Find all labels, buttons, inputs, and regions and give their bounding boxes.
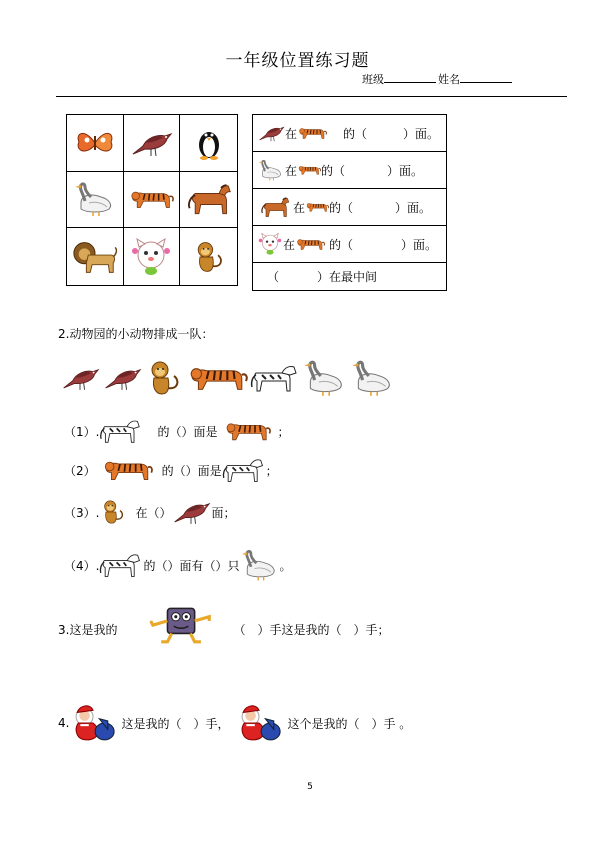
butterfly-icon	[75, 128, 115, 158]
horse-icon	[222, 456, 266, 484]
question-row	[253, 226, 446, 263]
monkey-icon	[191, 239, 227, 275]
class-label: 班级	[362, 73, 384, 86]
question-3	[64, 494, 236, 530]
question-number: （3）.	[64, 505, 100, 520]
name-label: 姓名	[438, 73, 460, 86]
question-row	[253, 115, 446, 152]
question-number: 4.	[58, 716, 70, 730]
question-number: （1）.	[64, 424, 100, 439]
question-text: ）面是	[185, 463, 222, 478]
section4-question	[58, 704, 411, 742]
question-text: ；	[277, 424, 290, 439]
horse-icon	[99, 418, 143, 444]
row-text: 在	[285, 126, 298, 141]
animal-queue	[60, 356, 396, 400]
bird-icon	[129, 128, 173, 158]
section3-question	[58, 612, 389, 646]
question-text: 这个是我的（ ）手 。	[287, 716, 412, 731]
question-text: 面；	[211, 505, 236, 520]
question-number: （2）	[64, 463, 96, 478]
grid-cell	[67, 115, 124, 172]
row-text: 的（	[329, 200, 354, 215]
horse-icon	[257, 195, 293, 219]
row-text: （	[267, 270, 280, 284]
question-text: 3.这是我的	[58, 622, 118, 637]
tiger-icon	[305, 197, 329, 217]
tiger-icon	[297, 160, 321, 180]
question-text: （ ）手这是我的（ ）手；	[233, 622, 390, 637]
santa-icon	[69, 704, 117, 742]
row-text: 在	[283, 237, 296, 252]
tiger-icon	[297, 123, 327, 143]
question-row	[253, 263, 446, 290]
bird-icon	[102, 356, 142, 400]
animal-grid	[66, 114, 238, 286]
question-text: 。	[279, 558, 292, 573]
question-number: （4）.	[64, 558, 100, 573]
tiger-icon	[217, 419, 277, 443]
horse-icon	[99, 551, 143, 579]
goose-icon	[257, 159, 285, 181]
tiger-icon	[186, 358, 248, 398]
question-1	[64, 418, 290, 444]
question-text: ）	[159, 505, 172, 520]
row-text: 的（	[343, 126, 368, 141]
question-text: 这是我的（ ）手，	[121, 716, 230, 731]
monkey-icon	[99, 494, 127, 530]
question-text: ）面是	[181, 424, 218, 439]
tiger-icon	[96, 457, 158, 483]
cat-icon	[129, 237, 173, 277]
row-text: ）面。	[387, 163, 424, 178]
question-row	[253, 189, 446, 226]
row-text: 的（	[329, 237, 354, 252]
row-text: ）面。	[401, 237, 438, 252]
grid-cell	[180, 228, 237, 285]
grid-cell	[180, 115, 237, 172]
bird-icon	[60, 356, 100, 400]
horse-icon	[186, 180, 232, 218]
class-blank[interactable]	[384, 82, 436, 83]
santa-icon	[235, 704, 283, 742]
grid-cell	[180, 172, 237, 229]
row-text: ）面。	[395, 200, 432, 215]
goose-icon	[302, 356, 348, 400]
grid-cell	[67, 172, 124, 229]
question-text: 的（	[157, 424, 182, 439]
row-text: ）在最中间	[317, 270, 378, 284]
section2-heading: 2.动物园的小动物排成一队：	[58, 327, 214, 341]
header-rule	[56, 96, 567, 97]
grid-cell	[124, 172, 181, 229]
bird-icon	[171, 496, 211, 528]
toolbox-character-icon	[147, 600, 213, 646]
name-blank[interactable]	[460, 82, 512, 83]
question-text: 在（	[135, 505, 160, 520]
page-title: 一年级位置练习题	[225, 51, 370, 71]
class-name-line	[362, 71, 512, 87]
goose-icon	[350, 356, 396, 400]
row-text: 在	[285, 163, 298, 178]
tiger-icon	[128, 184, 174, 214]
row-text: 的（	[321, 163, 346, 178]
question-2	[64, 456, 278, 484]
bird-icon	[257, 122, 285, 144]
question-row	[253, 152, 446, 189]
grid-cell	[67, 228, 124, 285]
goose-icon	[73, 181, 117, 217]
tiger-icon	[295, 234, 325, 254]
question-4	[64, 548, 292, 582]
question-text: 的（	[143, 558, 168, 573]
grid-cell	[124, 228, 181, 285]
question-text: ）面有（	[167, 558, 216, 573]
page-number: 5	[307, 782, 313, 792]
row-text: ）面。	[403, 126, 440, 141]
question-text: ；	[265, 463, 278, 478]
question-text: 的（	[161, 463, 186, 478]
question-table	[252, 114, 447, 291]
horse-icon	[250, 358, 300, 398]
goose-icon	[240, 548, 280, 582]
penguin-icon	[194, 125, 224, 161]
row-text: 在	[293, 200, 306, 215]
question-text: ）只	[215, 558, 240, 573]
monkey-icon	[144, 356, 184, 400]
grid-cell	[124, 115, 181, 172]
lion-icon	[71, 237, 119, 277]
cat-icon	[257, 232, 283, 256]
